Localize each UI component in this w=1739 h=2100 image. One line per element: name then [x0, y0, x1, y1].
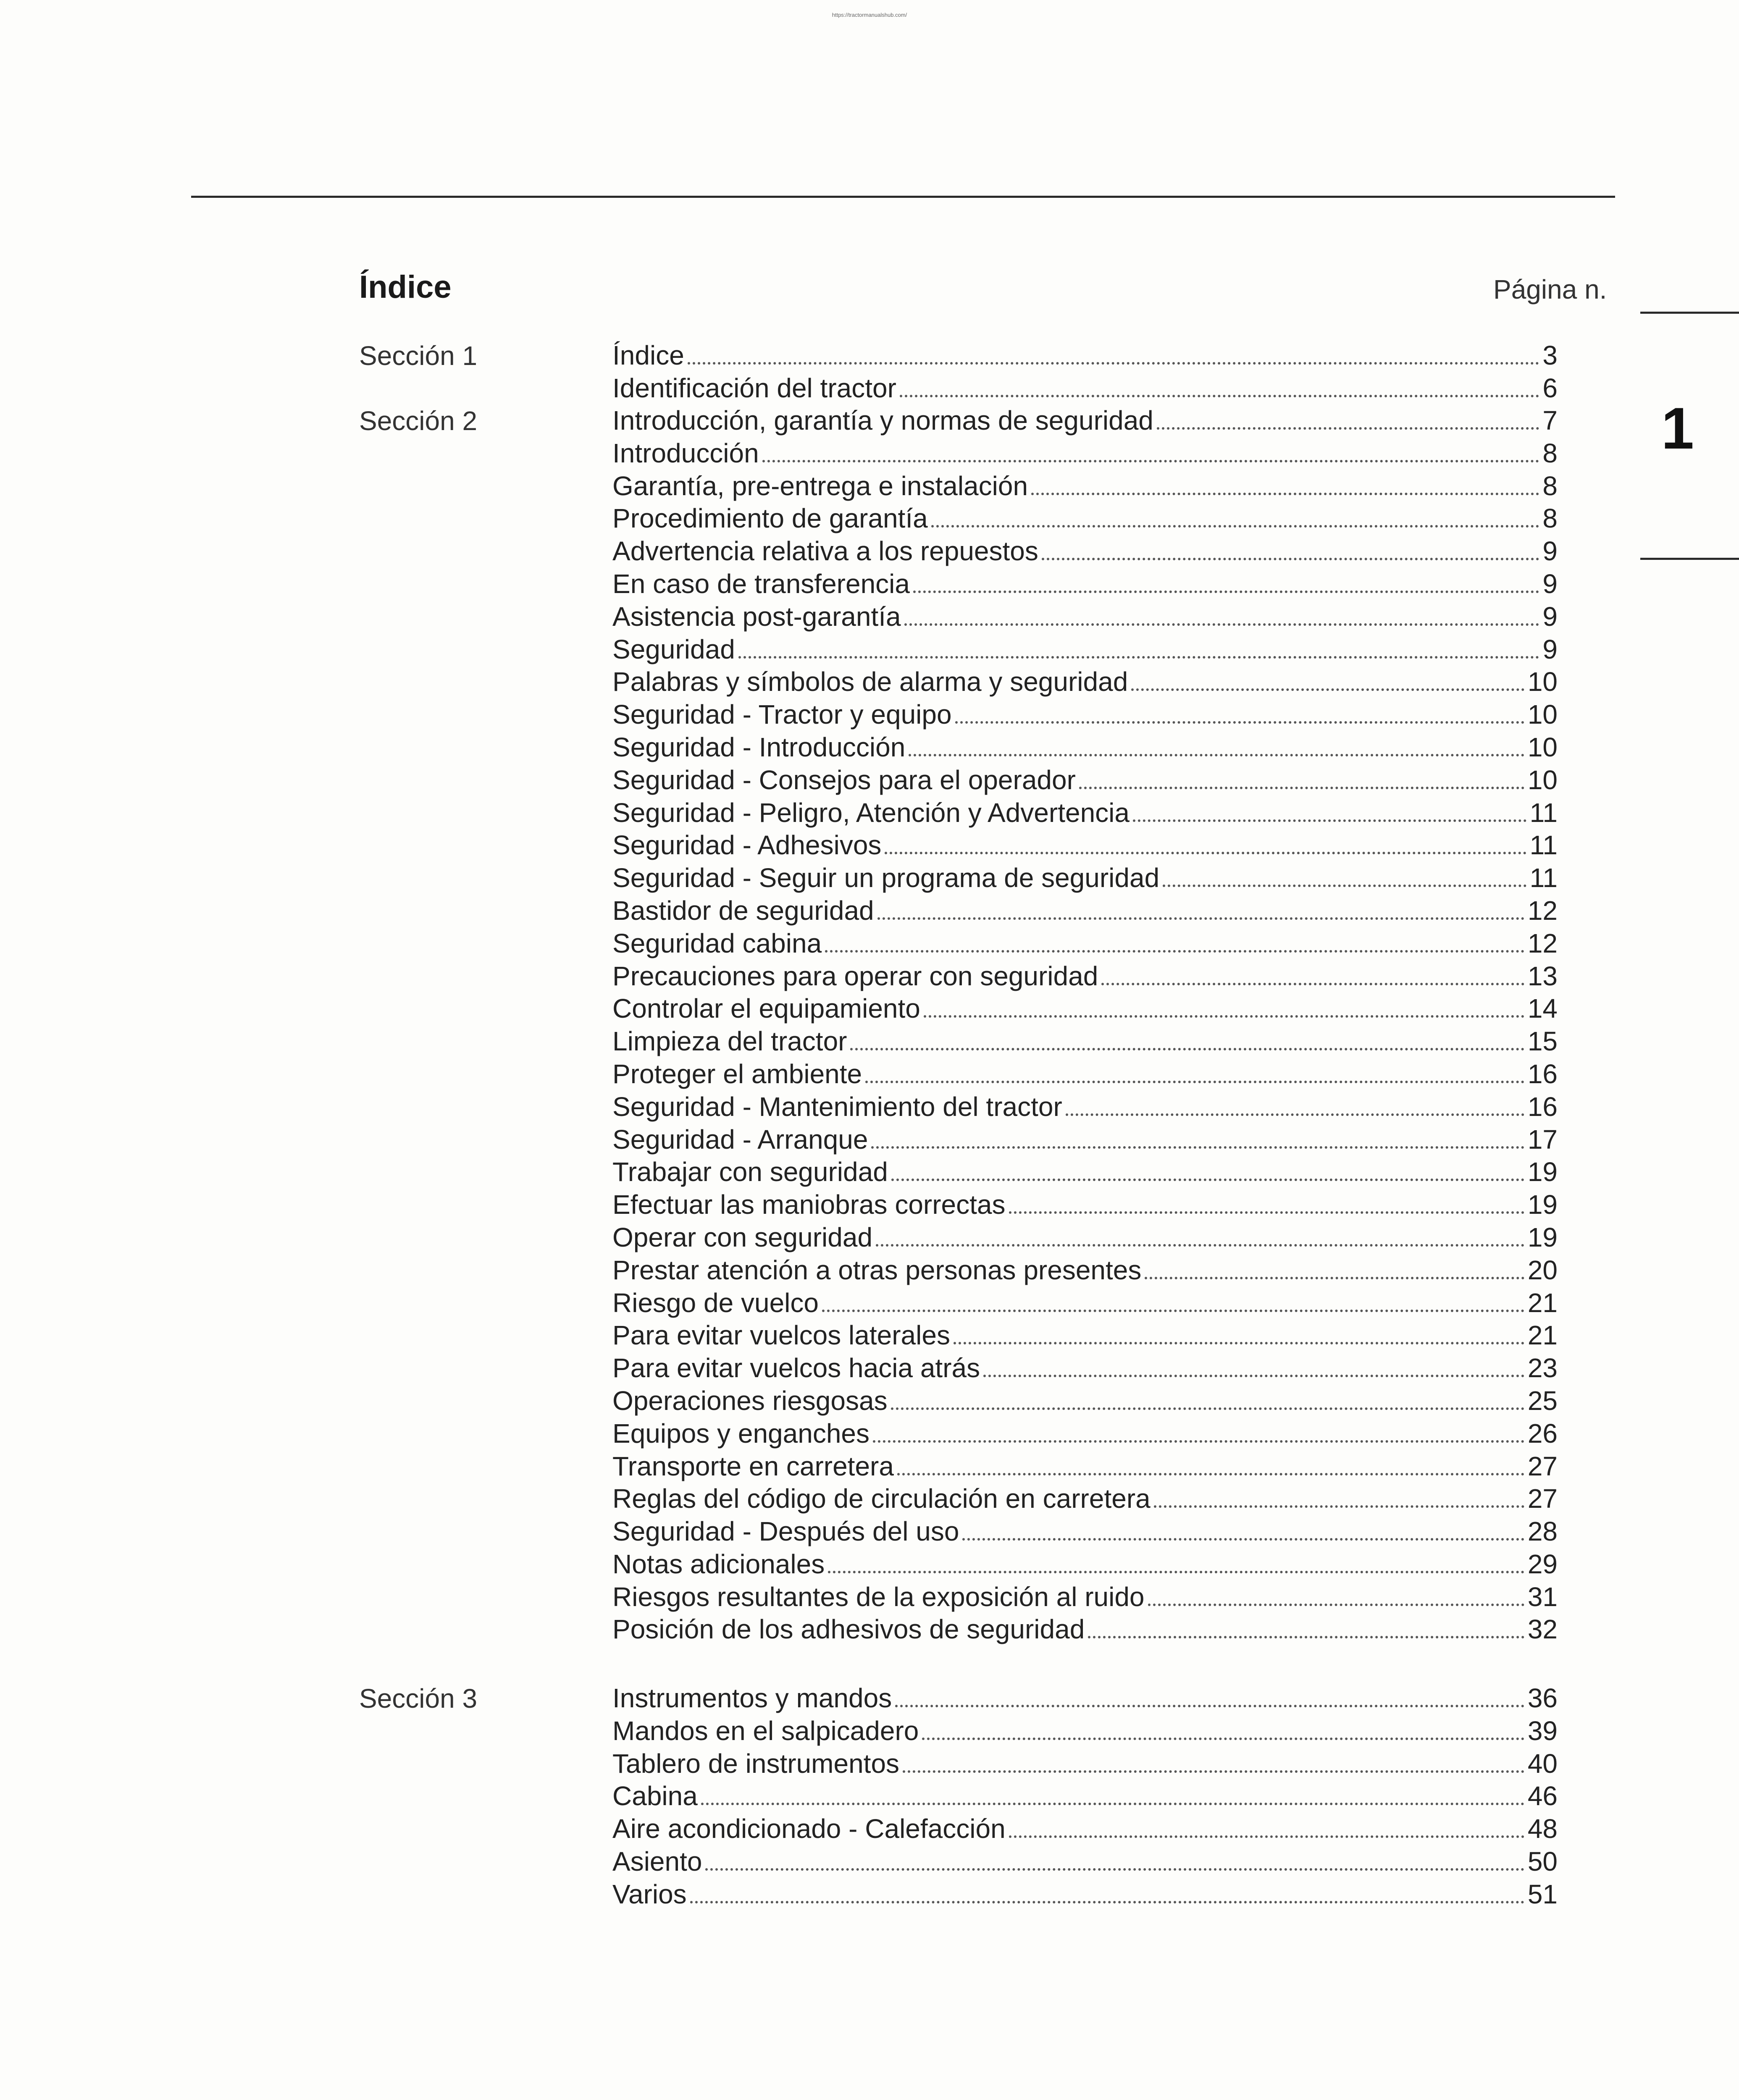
toc-leader-dots	[738, 656, 1539, 659]
toc-entry-title: Palabras y símbolos de alarma y seguridad	[612, 667, 1128, 697]
toc-entry-title: Introducción, garantía y normas de seguridad	[612, 405, 1153, 436]
toc-entry	[612, 1780, 1558, 1813]
section-tab-number: 1	[1661, 395, 1694, 461]
toc-entry-page: 11	[1529, 830, 1558, 861]
toc-section-3	[612, 1682, 1558, 1911]
toc-leader-dots	[871, 1146, 1524, 1149]
toc-entry-title: Seguridad - Peligro, Atención y Advertencia	[612, 797, 1130, 828]
toc-leader-dots	[913, 591, 1539, 593]
toc-entry-title: Para evitar vuelcos laterales	[612, 1320, 950, 1351]
toc-entry	[612, 797, 1558, 830]
toc-leader-dots	[983, 1375, 1524, 1377]
toc-entry-page: 14	[1527, 993, 1558, 1024]
toc-entry-page: 23	[1527, 1353, 1558, 1383]
toc-entry	[612, 1156, 1558, 1189]
toc-entry-page: 7	[1542, 405, 1558, 436]
toc-entry-title: Seguridad - Mantenimiento del tractor	[612, 1091, 1062, 1122]
toc-entry-page: 20	[1527, 1255, 1558, 1285]
toc-section-1	[612, 339, 1558, 405]
toc-leader-dots	[1163, 885, 1526, 887]
toc-leader-dots	[877, 917, 1524, 920]
toc-leader-dots	[688, 362, 1539, 365]
toc-entry	[612, 1418, 1558, 1450]
toc-entry	[612, 1548, 1558, 1581]
toc-leader-dots	[954, 1342, 1524, 1344]
toc-entry	[612, 1845, 1558, 1878]
toc-entry-page: 21	[1527, 1320, 1558, 1351]
toc-entry	[612, 1189, 1558, 1221]
toc-entry-title: Equipos y enganches	[612, 1418, 870, 1449]
toc-entry	[612, 372, 1558, 405]
toc-entry-page: 9	[1542, 536, 1558, 567]
toc-leader-dots	[909, 754, 1524, 756]
toc-entry-page: 29	[1527, 1549, 1558, 1579]
toc-entry-title: Varios	[612, 1879, 687, 1909]
toc-leader-dots	[1157, 427, 1539, 430]
toc-entry-page: 13	[1527, 961, 1558, 991]
toc-entry	[612, 1287, 1558, 1320]
toc-entry-page: 36	[1527, 1683, 1558, 1713]
toc-entry-page: 25	[1527, 1385, 1558, 1416]
toc-leader-dots	[903, 1770, 1524, 1773]
toc-entry-title: Seguridad - Consejos para el operador	[612, 764, 1076, 795]
toc-entry-title: Introducción	[612, 438, 759, 468]
toc-entry	[612, 992, 1558, 1025]
toc-leader-dots	[924, 1015, 1524, 1018]
toc-entry-title: Riesgo de vuelco	[612, 1287, 819, 1318]
toc-entry	[612, 1124, 1558, 1156]
toc-entry-page: 32	[1527, 1614, 1558, 1645]
toc-leader-dots	[822, 1310, 1524, 1312]
toc-entry-title: Aire acondicionado - Calefacción	[612, 1814, 1006, 1844]
toc-leader-dots	[1009, 1835, 1524, 1838]
toc-entry-title: Prestar atención a otras personas presentes	[612, 1255, 1142, 1285]
toc-entry	[612, 1058, 1558, 1091]
toc-leader-dots	[1031, 493, 1539, 495]
toc-leader-dots	[922, 1738, 1524, 1740]
toc-entry	[612, 1682, 1558, 1715]
toc-entry-title: Seguridad - Seguir un programa de seguridad	[612, 863, 1160, 893]
toc-leader-dots	[885, 852, 1526, 854]
toc-entry-page: 50	[1527, 1846, 1558, 1877]
toc-leader-dots	[891, 1407, 1524, 1410]
toc-entry-title: Efectuar las maniobras correctas	[612, 1189, 1006, 1220]
toc-entry-page: 15	[1527, 1026, 1558, 1057]
toc-leader-dots	[865, 1081, 1524, 1083]
toc-entry	[612, 470, 1558, 503]
toc-entry-page: 46	[1527, 1781, 1558, 1811]
toc-entry-page: 21	[1527, 1287, 1558, 1318]
toc-section-2	[612, 404, 1558, 1646]
toc-entry-title: Índice	[612, 340, 684, 370]
section-label: Sección 3	[359, 1683, 478, 1714]
toc-leader-dots	[828, 1571, 1524, 1573]
toc-entry-page: 9	[1542, 568, 1558, 599]
toc-entry-title: Identificación del tractor	[612, 373, 896, 403]
toc-leader-dots	[825, 950, 1524, 953]
toc-entry	[612, 535, 1558, 568]
toc-entry-title: Limpieza del tractor	[612, 1026, 847, 1057]
toc-leader-dots	[897, 1473, 1524, 1475]
toc-entry-page: 19	[1527, 1157, 1558, 1187]
toc-entry-title: Advertencia relativa a los repuestos	[612, 536, 1038, 567]
toc-leader-dots	[1042, 558, 1539, 560]
toc-leader-dots	[1148, 1604, 1524, 1606]
toc-entry-page: 40	[1527, 1748, 1558, 1779]
toc-entry-title: Para evitar vuelcos hacia atrás	[612, 1353, 980, 1383]
toc-entry	[612, 666, 1558, 698]
toc-leader-dots	[955, 721, 1524, 724]
toc-entry	[612, 1748, 1558, 1780]
toc-entry	[612, 1878, 1558, 1911]
toc-entry	[612, 731, 1558, 764]
toc-entry-page: 39	[1527, 1715, 1558, 1746]
toc-entry-title: Seguridad - Adhesivos	[612, 830, 882, 861]
toc-entry-page: 28	[1527, 1516, 1558, 1547]
toc-entry-page: 10	[1527, 667, 1558, 697]
section-label: Sección 2	[359, 406, 478, 436]
toc-entry-title: Asiento	[612, 1846, 702, 1877]
toc-entry-page: 48	[1527, 1814, 1558, 1844]
toc-leader-dots	[891, 1179, 1524, 1181]
toc-entry-title: Seguridad - Introducción	[612, 732, 906, 762]
toc-leader-dots	[1133, 819, 1526, 822]
toc-entry-page: 19	[1527, 1222, 1558, 1252]
toc-entry-title: Cabina	[612, 1781, 698, 1811]
toc-entry-title: Asistencia post-garantía	[612, 601, 901, 632]
toc-entry-title: Seguridad	[612, 634, 735, 664]
toc-entry	[612, 1483, 1558, 1515]
page-title: Índice	[359, 269, 452, 305]
toc-entry-page: 3	[1542, 340, 1558, 370]
toc-leader-dots	[876, 1244, 1524, 1247]
toc-entry	[612, 1352, 1558, 1385]
toc-leader-dots	[1154, 1505, 1524, 1508]
section-tab-rule-top	[1640, 312, 1739, 314]
toc-entry	[612, 895, 1558, 927]
toc-entry-title: Trabajar con seguridad	[612, 1157, 888, 1187]
toc-entry-title: Controlar el equipamiento	[612, 993, 920, 1024]
toc-entry-title: Mandos en el salpicadero	[612, 1715, 919, 1746]
toc-entry-title: Seguridad - Después del uso	[612, 1516, 959, 1547]
toc-entry	[612, 862, 1558, 895]
toc-entry-title: Reglas del código de circulación en carretera	[612, 1483, 1151, 1514]
toc-entry-title: Operaciones riesgosas	[612, 1385, 888, 1416]
toc-entry-title: Instrumentos y mandos	[612, 1683, 892, 1713]
toc-entry	[612, 1613, 1558, 1646]
toc-entry	[612, 1319, 1558, 1352]
toc-entry-page: 9	[1542, 634, 1558, 664]
toc-leader-dots	[873, 1440, 1524, 1443]
toc-entry-title: Operar con seguridad	[612, 1222, 873, 1252]
section-tab-rule-bottom	[1640, 558, 1739, 560]
toc-entry-page: 16	[1527, 1091, 1558, 1122]
toc-entry-title: Seguridad cabina	[612, 928, 822, 958]
toc-leader-dots	[705, 1868, 1524, 1871]
toc-entry-title: Notas adicionales	[612, 1549, 825, 1579]
toc-entry-page: 27	[1527, 1483, 1558, 1514]
toc-entry-title: Proteger el ambiente	[612, 1058, 862, 1089]
toc-entry-page: 19	[1527, 1189, 1558, 1220]
toc-entry	[612, 339, 1558, 372]
toc-entry-page: 31	[1527, 1581, 1558, 1612]
toc-entry-page: 27	[1527, 1451, 1558, 1481]
section-label: Sección 1	[359, 341, 478, 371]
toc-entry	[612, 1813, 1558, 1845]
toc-entry	[612, 437, 1558, 470]
toc-entry-page: 10	[1527, 699, 1558, 730]
toc-entry-page: 11	[1529, 863, 1558, 893]
toc-leader-dots	[1079, 787, 1524, 789]
toc-leader-dots	[701, 1803, 1524, 1805]
toc-entry-page: 11	[1529, 797, 1558, 828]
toc-entry	[612, 1221, 1558, 1254]
toc-entry-title: Seguridad - Arranque	[612, 1124, 868, 1155]
toc-entry-title: Tablero de instrumentos	[612, 1748, 900, 1779]
page-column-label: Página n.	[1493, 274, 1607, 304]
toc-entry-page: 17	[1527, 1124, 1558, 1155]
toc-entry	[612, 404, 1558, 437]
header-url: https://tractormanualshub.com/	[832, 12, 907, 18]
toc-entry	[612, 764, 1558, 797]
toc-entry-title: Seguridad - Tractor y equipo	[612, 699, 952, 730]
toc-entry	[612, 1385, 1558, 1418]
toc-leader-dots	[895, 1705, 1524, 1707]
toc-entry	[612, 1715, 1558, 1748]
toc-entry-title: En caso de transferencia	[612, 568, 910, 599]
toc-entry	[612, 1025, 1558, 1058]
toc-entry	[612, 502, 1558, 535]
toc-entry	[612, 1254, 1558, 1287]
toc-entry-page: 10	[1527, 732, 1558, 762]
toc-entry-page: 12	[1527, 895, 1558, 926]
toc-entry	[612, 1581, 1558, 1614]
toc-leader-dots	[900, 395, 1539, 397]
toc-entry-title: Riesgos resultantes de la exposición al ruido	[612, 1581, 1145, 1612]
toc-entry-page: 10	[1527, 764, 1558, 795]
toc-entry-title: Transporte en carretera	[612, 1451, 894, 1481]
toc-entry	[612, 829, 1558, 862]
toc-entry	[612, 698, 1558, 731]
toc-entry	[612, 1091, 1558, 1124]
toc-entry-page: 6	[1542, 373, 1558, 403]
toc-leader-dots	[904, 623, 1539, 626]
toc-entry	[612, 927, 1558, 960]
toc-entry	[612, 960, 1558, 993]
toc-entry-page: 9	[1542, 601, 1558, 632]
toc-leader-dots	[1101, 983, 1524, 985]
toc-entry	[612, 601, 1558, 633]
toc-leader-dots	[850, 1048, 1524, 1050]
toc-entry-page: 8	[1542, 470, 1558, 501]
toc-entry-page: 8	[1542, 438, 1558, 468]
toc-entry-title: Garantía, pre-entrega e instalación	[612, 470, 1028, 501]
toc-entry	[612, 1515, 1558, 1548]
toc-entry-page: 8	[1542, 503, 1558, 534]
toc-entry-title: Bastidor de seguridad	[612, 895, 874, 926]
toc-leader-dots	[931, 525, 1539, 528]
toc-entry	[612, 568, 1558, 601]
toc-entry-page: 51	[1527, 1879, 1558, 1909]
toc-entry	[612, 1450, 1558, 1483]
toc-entry-title: Procedimiento de garantía	[612, 503, 928, 534]
toc-leader-dots	[962, 1538, 1524, 1541]
toc-entry-title: Posición de los adhesivos de seguridad	[612, 1614, 1085, 1645]
top-rule	[191, 196, 1615, 198]
toc-entry-page: 12	[1527, 928, 1558, 958]
toc-entry-page: 16	[1527, 1058, 1558, 1089]
toc-leader-dots	[1131, 688, 1524, 691]
toc-entry-title: Precauciones para operar con seguridad	[612, 961, 1098, 991]
toc-leader-dots	[762, 460, 1539, 462]
toc-leader-dots	[1145, 1277, 1524, 1279]
toc-entry	[612, 633, 1558, 666]
toc-entry-page: 26	[1527, 1418, 1558, 1449]
toc-leader-dots	[1088, 1636, 1524, 1638]
toc-leader-dots	[690, 1901, 1524, 1903]
toc-leader-dots	[1066, 1113, 1524, 1116]
toc-leader-dots	[1009, 1211, 1524, 1214]
